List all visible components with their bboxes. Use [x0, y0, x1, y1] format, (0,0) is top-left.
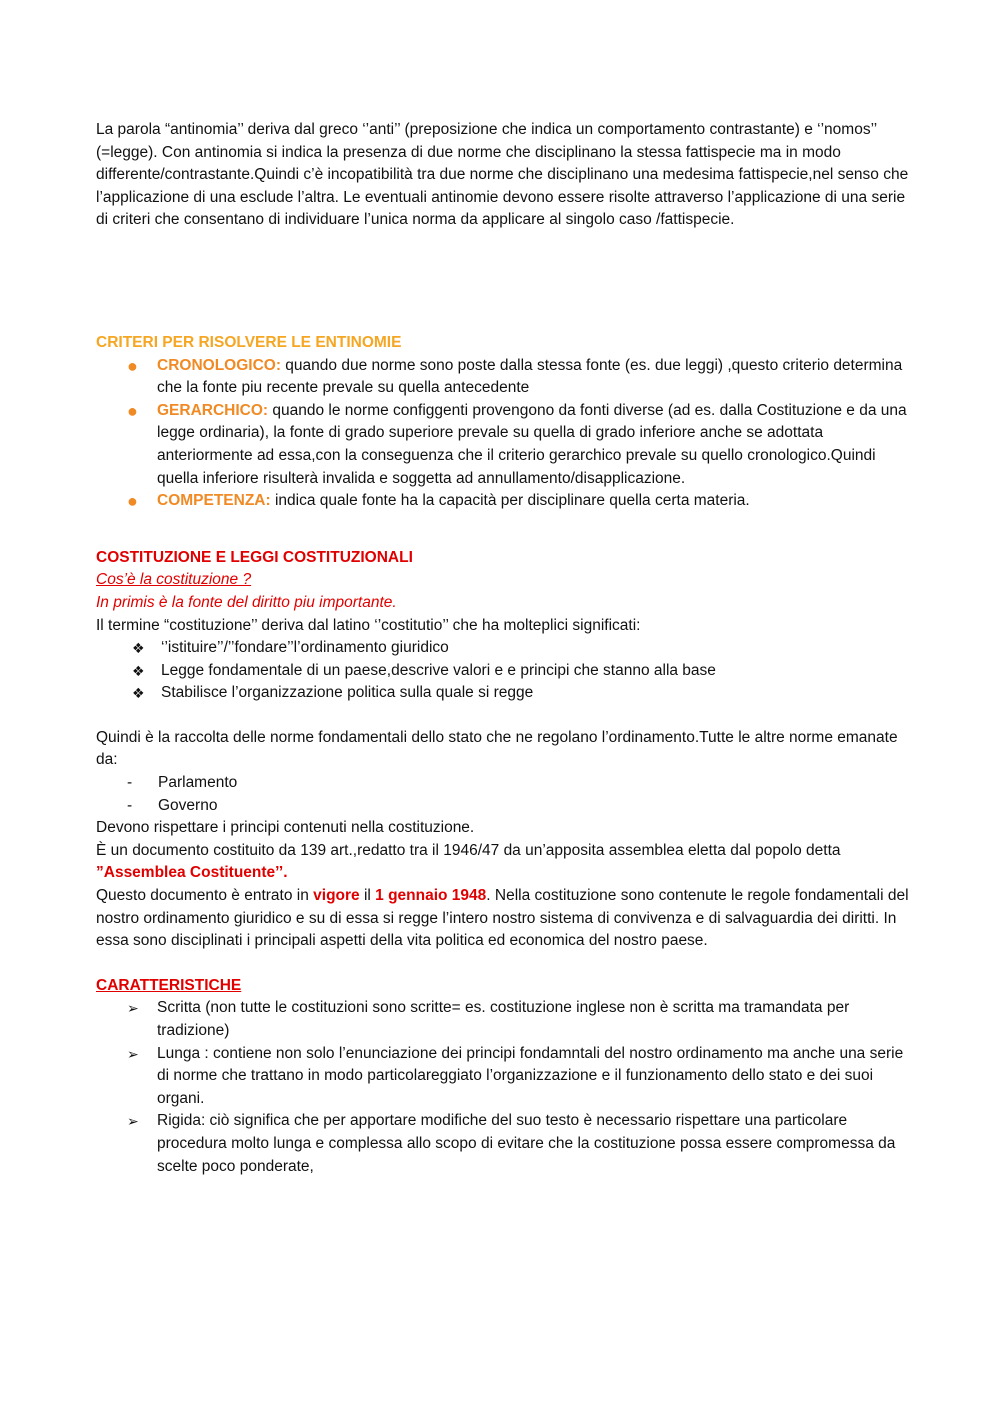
term-line: Il termine “costituzione’’ deriva dal latino ‘’costitutio’’ che ha molteplici significati: [96, 616, 641, 634]
emanate-item: - Governo [96, 795, 916, 818]
intro-paragraph: La parola “antinomia’’ deriva dal greco ‘’anti’’ (preposizione che indica un comportamento contrastante) e ‘’nomos’’ (=legge). Con antinomia si indica la presenza di due norme che disciplinano la stessa fattispecie ma in modo differente/contrastante.Quindi c’è incopatibilità tra due norme che disciplinano una medesima fattispecie,nel senso che l’applicazione di una esclude l’altra. Le eventuali antinomie devono essere risolte attraverso l’applicazione di una serie di criteri che consentano di individuare l’unica norma da applicare al singolo caso /fattispecie. [96, 121, 909, 229]
bullet-dot-icon: ● [127, 355, 138, 376]
costituzione-title: COSTITUZIONE E LEGGI COSTITUZIONALI [96, 548, 413, 566]
caratteristica-item: ➢ Scritta (non tutte le costituzioni sono scritte= es. costituzione inglese non è scritta ma tramandata per tradizione) [127, 999, 850, 1039]
criteri-item-competenza: ● COMPETENZA: indica quale fonte ha la capacità per disciplinare quella certa materia. [127, 491, 750, 512]
assemblea-costituente: ”Assemblea Costituente’’. [96, 864, 288, 882]
caratteristica-item: ➢ Rigida: ciò significa che per apportare modifiche del suo testo è necessario rispettare una particolare procedura molto lunga e complessa allo scopo di evitare che la costituzione possa essere compromessa da scelte poco ponderate, [127, 1112, 896, 1175]
dash-bullet-icon: - [127, 796, 133, 814]
vigore-paragraph: Questo documento è entrato in vigore il 1 gennaio 1948. Nella costituzione sono contenute le regole fondamentali del nostro ordinamento giuridico e su di essa si regge l’intero nostro sistema di convivenza e di salvaguardia dei diritti. In essa sono disciplinati i principali aspetti della vita politica ed economica del nostro paese. [96, 887, 909, 950]
costituzione-question: Cos’è la costituzione ? [96, 571, 252, 589]
documento-paragraph: È un documento costituito da 139 art.,redatto tra il 1946/47 da un’apposita assemblea eletta dal popolo detta ”Assemblea Costituente’’. [96, 841, 841, 882]
arrow-bullet-icon: ➢ [127, 1045, 139, 1062]
caratteristiche-title: CARATTERISTICHE [96, 976, 242, 994]
costituzione-answer: In primis è la fonte del diritto piu importante. [96, 593, 397, 611]
quindi-paragraph: Quindi è la raccolta delle norme fondamentali dello stato che ne regolano l’ordinamento.Tutte le altre norme emanate da: [96, 728, 898, 769]
meaning-item: ❖ Stabilisce l’organizzazione politica sulla quale si regge [96, 682, 916, 705]
dash-bullet-icon: - [127, 774, 133, 792]
arrow-bullet-icon: ➢ [127, 1113, 139, 1130]
criteri-item-gerarchico: ● GERARCHICO: quando le norme configgenti provengono da fonti diverse (ad es. dalla Costituzione e da una legge ordinaria), la fonte di grado superiore prevale su quella di grado inferiore anche se adottata anteriormente ad essa,con la conseguenza che il criterio gerarchico prevale su quello cronologico.Quindi quella inferiore risulterà invalida e soggetta ad annullamento/disapplicazione. [127, 400, 907, 487]
emanate-item: - Parlamento [96, 772, 916, 795]
criteri-item-cronologico: ● CRONOLOGICO: quando due norme sono poste dalla stessa fonte (es. due leggi) ,questo criterio determina che la fonte piu recente prevale su quella antecedente [127, 355, 903, 397]
document-page [96, 119, 916, 1178]
vigore-word: vigore [313, 887, 360, 905]
meaning-item: ❖ ‘’istituire’’/’’fondare’’l’ordinamento giuridico [96, 637, 916, 660]
bullet-dot-icon: ● [127, 400, 138, 421]
devono-line: Devono rispettare i principi contenuti nella costituzione. [96, 819, 475, 837]
criteri-title: CRITERI PER RISOLVERE LE ENTINOMIE [96, 333, 402, 351]
bullet-dot-icon: ● [127, 491, 138, 512]
caratteristica-item: ➢ Lunga : contiene non solo l’enunciazione dei principi fondamntali del nostro ordinamento ma anche una serie di norme che trattano in modo particolareggiato l’organizzazione e il funzionamento dello stato e dei suoi organi. [127, 1044, 904, 1107]
meanings-list [96, 637, 916, 705]
vigore-date: 1 gennaio 1948 [375, 887, 487, 905]
meaning-item: ❖ Legge fondamentale di un paese,descrive valori e e principi che stanno alla base [96, 660, 916, 683]
arrow-bullet-icon: ➢ [127, 1000, 139, 1017]
criteri-list [96, 355, 916, 513]
caratteristiche-list [96, 997, 916, 1178]
emanate-list [96, 772, 916, 817]
diamond-bullet-icon: ❖ [132, 685, 145, 702]
diamond-bullet-icon: ❖ [132, 662, 145, 679]
diamond-bullet-icon: ❖ [132, 640, 145, 657]
